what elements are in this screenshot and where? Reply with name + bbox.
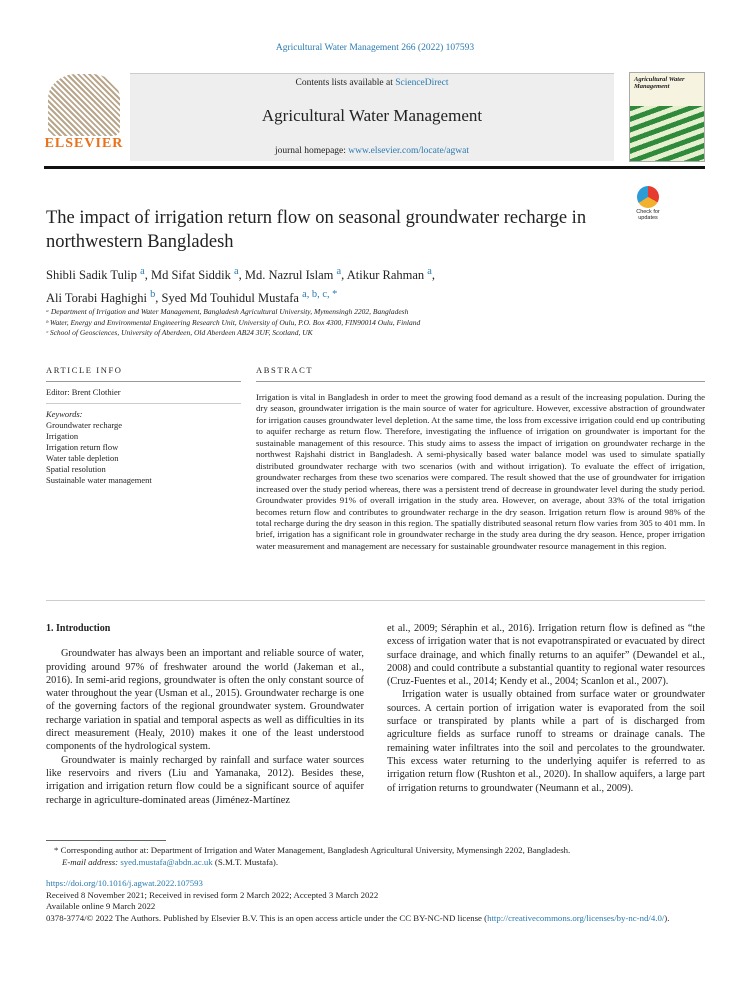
check-updates-icon	[637, 186, 659, 208]
affiliation: ᶜ School of Geosciences, University of Aberdeen, Old Aberdeen AB24 3UF, Scotland, UK	[46, 328, 313, 337]
keyword: Water table depletion	[46, 453, 119, 463]
keyword: Irrigation	[46, 431, 79, 441]
license-link[interactable]: http://creativecommons.org/licenses/by-nc-nd/4.0/	[487, 912, 665, 923]
sciencedirect-link[interactable]: ScienceDirect	[395, 78, 449, 88]
abstract-text: Irrigation is vital in Bangladesh in order to meet the growing food demand as a result of the increasing population. During the dry season, groundwater irrigation is the main source of water for agriculture. However, excessive abstraction of groundwater for irrigation causes groundwater level depletion. At the same time, the loss from excessive irrigation could end up contributing to aquifer recharge as return flow. Therefore, investigating the influence of irrigation on groundwater is important for the sustainable management of this resource. This study aims to assess the impact of irrigation on groundwater recharge in the northwest Rajshahi district in Bangladesh. A semi-physically based water balance model was used to simulate spatially distributed groundwater recharge with two scenarios (with and without irrigation). To evaluate the effect of irrigation, groundwater recharges from these two scenarios were compared. The result showed that the use of groundwater for irrigation increased over the study period whereas, there was a persistent trend of decrease in groundwater level during the study period. Groundwater provides 91% of overall irrigation in the study area. However, on average, about 33% of the total irrigation becomes return flow and contributes to groundwater recharge in the dry season. Irrigation return flow is around 98% of the total recharge during the dry season in this region. The spatially distributed seasonal return flow varies from 305 to 401 mm. In brief, irrigation has a significant role in groundwater recharge in the study area during the dry season. Hence, proper irrigation water measurement and management are necessary for sustainable groundwater resource management in this region.	[256, 392, 706, 551]
keyword: Spatial resolution	[46, 464, 106, 474]
keyword: Irrigation return flow	[46, 442, 119, 452]
doi-link[interactable]: https://doi.org/10.1016/j.agwat.2022.107593	[46, 878, 203, 889]
article-title: The impact of irrigation return flow on seasonal groundwater recharge in northwestern Bangladesh	[46, 208, 587, 252]
homepage-link[interactable]: www.elsevier.com/locate/agwat	[348, 146, 470, 156]
affiliation: ᵇ Water, Energy and Environmental Engineering Research Unit, University of Oulu, P.O. Box 4300, FIN90014 Oulu, Finland	[46, 318, 421, 327]
editor: Editor: Brent Clothier	[46, 387, 121, 397]
keyword: Groundwater recharge	[46, 420, 123, 430]
journal-cover: Agricultural Water Management	[629, 72, 705, 162]
affiliation: ᵃ Department of Irrigation and Water Management, Bangladesh Agricultural University, Mymensingh 2202, Bangladesh	[46, 307, 409, 316]
author[interactable]: Shibli Sadik Tulip $^a$	[46, 266, 145, 283]
keyword: Sustainable water management	[46, 475, 152, 485]
journal-title: Agricultural Water Management	[261, 106, 483, 125]
check-updates-badge[interactable]: Check for updates	[632, 186, 664, 222]
paragraph: et al., 2009; Séraphin et al., 2016). Irrigation return flow is defined as “the excess of irrigation water that is not evapotranspirated or evacuated by direct surface drainage, and which finally returns to an aquifer” (Dewandel et al., 2008) and could contribute a substantial quantity to regional water resources (Cruz-Fuentes et al., 2014; Kendy et al., 2004; Scanlon et al., 2007).	[387, 623, 705, 688]
section-heading: 1. Introduction	[46, 623, 111, 634]
author[interactable]: Atikur Rahman $^a$	[346, 266, 432, 283]
elsevier-tree-icon	[48, 74, 120, 136]
author-list: Shibli Sadik Tulip $^a$, Md Sifat Siddik $^a$, Md. Nazrul Islam $^a$, Atikur Rahman $^a$, Ali Torabi Haghighi $^b$, Syed Md Touhidul Mustafa $^{a, b, c, *}$	[46, 266, 436, 306]
left-column	[46, 622, 364, 807]
author[interactable]: Ali Torabi Haghighi $^b$	[46, 289, 156, 306]
article-info: ARTICLE INFO Editor: Brent Clothier Keywords: Groundwater recharge Irrigation Irrigation return flow Water table depletion Spatial resolution Sustainable water management	[46, 365, 241, 486]
homepage-line: journal homepage: www.elsevier.com/locate/agwat	[274, 146, 470, 156]
journal-citation[interactable]: Agricultural Water Management 266 (2022) 107593	[275, 43, 475, 53]
abstract-heading: ABSTRACT	[256, 365, 705, 382]
author[interactable]: Md Sifat Siddik $^a$	[151, 266, 239, 283]
journal-header	[130, 73, 614, 161]
paragraph: Irrigation water is usually obtained from surface water or groundwater sources. A certain portion of irrigation water is evaporated from the soil surface or transpirated by plants while a part of is discharged from agriculture fields as surface runoff to streams or drainage canals. The remaining water infiltrates into the soil and percolates to the groundwater. This excess water returning to the underlying aquifer is referred to as irrigation return flow (Rushton et al., 2020). In shallow aquifers, a large part of irrigation returns to groundwater (Neumann et al., 2009).	[387, 689, 705, 794]
email-link[interactable]: syed.mustafa@abdn.ac.uk	[120, 856, 213, 867]
elsevier-logo: ELSEVIER	[44, 74, 124, 160]
contents-line: Contents lists available at ScienceDirect	[295, 78, 449, 88]
paragraph: Groundwater has always been an important and reliable source of water, providing around 97% of freshwater around the world (Jakeman et al., 2016). In semi-arid regions, groundwater is often the only constant source of water throughout the year (Usman et al., 2015). Groundwater recharge is one of the governing factors of the regional groundwater system. Groundwater recharge variation in spatial and temporal aspects as well as difficulties in its direct measurement (Healy, 2010) makes it one of the least understood components of the hydrological system.	[46, 648, 364, 753]
author[interactable]: Md. Nazrul Islam $^a$	[244, 266, 342, 283]
author[interactable]: Syed Md Touhidul Mustafa $^{a, b, c, *}$	[161, 289, 338, 306]
right-column	[387, 622, 705, 795]
footnotes: * Corresponding author at: Department of Irrigation and Water Management, Bangladesh Agricultural University, Mymensingh 2202, Bangladesh. E-mail address: syed.mustafa@abdn.ac.uk (S.M.T. Mustafa). https://doi.org/10.1016/j.agwat.2022.107593 Received 8 November 2021; Received in revised form 2 March 2022; Accepted 3 March 2022 Available online 9 March 2022 0378-3774/© 2022 The Authors. Published by Elsevier B.V. This is an open access article under the CC BY-NC-ND license (http://creativecommons.org/licenses/by-nc-nd/4.0/).	[46, 845, 706, 925]
paragraph: Groundwater is mainly recharged by rainfall and surface water sources like reservoirs and rivers (Liu and Yamanaka, 2012). Besides these, irrigation and irrigation return flow could be a significant source of aquifer recharge in agriculture-dominated areas (Jiménez-Martínez	[46, 754, 364, 806]
header-rule	[44, 166, 705, 169]
